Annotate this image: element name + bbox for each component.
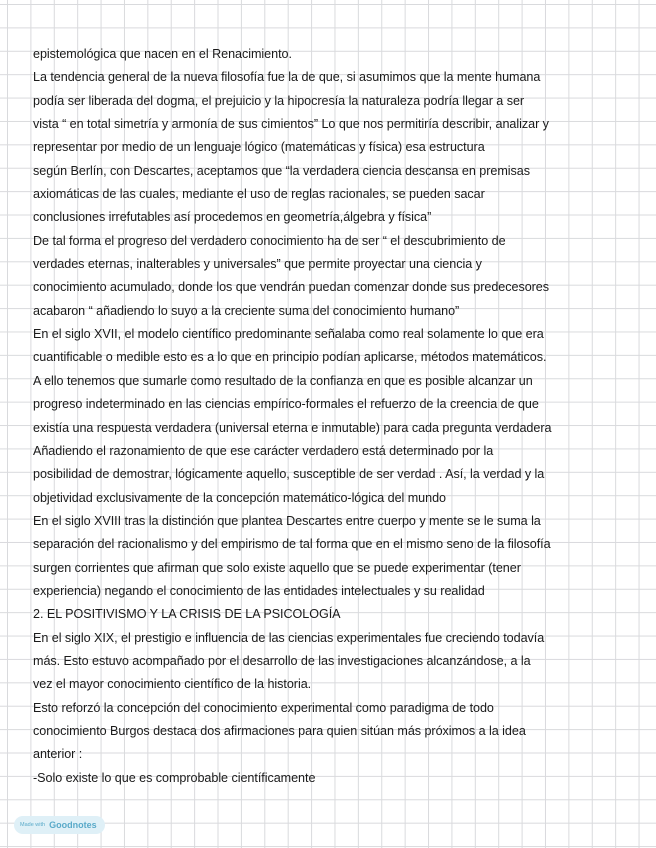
text-line: conocimiento Burgos destaca dos afirmaciones para quien sitúan más próximos a la idea (33, 723, 526, 738)
text-line: De tal forma el progreso del verdadero conocimiento ha de ser “ el descubrimiento de (33, 233, 506, 248)
badge-prefix: Made with (20, 822, 46, 828)
text-line: Esto reforzó la concepción del conocimiento experimental como paradigma de todo (33, 700, 494, 715)
text-line: epistemológica que nacen en el Renacimiento. (33, 47, 292, 61)
text-line: conclusiones irrefutables así procedemos en geometría,álgebra y física” (33, 210, 432, 225)
text-line: conocimiento acumulado, donde los que vendrán puedan comenzar donde sus predecesores (33, 280, 549, 295)
text-line: -Solo existe lo que es comprobable científicamente (33, 770, 316, 785)
text-line: podía ser liberada del dogma, el prejuicio y la hipocresía la naturaleza podría llegar a ser (33, 93, 525, 108)
text-line: La tendencia general de la nueva filosofía fue la de que, si asumimos que la mente humana (33, 70, 541, 85)
text-line: más. Esto estuvo acompañado por el desarrollo de las investigaciones alcanzándose, a la (33, 653, 531, 668)
text-line: progreso indeterminado en las ciencias empírico-formales el refuerzo de la creencia de que (33, 397, 539, 412)
goodnotes-badge[interactable] (14, 816, 105, 834)
text-line: A ello tenemos que sumarle como resultado de la confianza en que es posible alcanzar un (33, 373, 533, 388)
text-line: En el siglo XVII, el modelo científico predominante señalaba como real solamente lo que era (33, 327, 544, 342)
text-line: existía una respuesta verdadera (universal eterna e inmutable) para cada pregunta verdadera (33, 420, 552, 435)
text-line: En el siglo XVIII tras la distinción que plantea Descartes entre cuerpo y mente se le suma la (33, 513, 541, 528)
section-heading: 2. EL POSITIVISMO Y LA CRISIS DE LA PSICOLOGÍA (33, 607, 341, 622)
text-line: vista “ en total simetría y armonía de sus cimientos” Lo que nos permitiría describir, analizar y (33, 117, 549, 132)
text-line: posibilidad de demostrar, lógicamente aquello, susceptible de ser verdad . Así, la verdad y la (33, 467, 545, 482)
text-line: representar por medio de un lenguaje lógico (matemáticas y física) esa estructura (33, 140, 485, 155)
document-body (33, 43, 633, 790)
text-line: según Berlín, con Descartes, aceptamos que “la verdadera ciencia descansa en premisas (33, 163, 530, 178)
text-line: anterior : (33, 747, 83, 762)
badge-brand: Goodnotes (49, 820, 97, 830)
text-line: cuantificable o medible esto es a lo que en principio podían aplicarse, métodos matemáticos. (33, 350, 547, 365)
text-line: surgen corrientes que afirman que solo existe aquello que se puede experimentar (tener (33, 560, 521, 575)
text-line: verdades eternas, inalterables y universales” que permite proyectar una ciencia y (33, 257, 482, 272)
text-line: axiomáticas de las cuales, mediante el uso de reglas racionales, se pueden sacar (33, 187, 485, 202)
text-line: En el siglo XIX, el prestigio e influencia de las ciencias experimentales fue creciendo todavía (33, 630, 545, 645)
text-line: experiencia) negando el conocimiento de las entidades intelectuales y su realidad (33, 583, 485, 598)
text-line: vez el mayor conocimiento científico de la historia. (33, 677, 312, 692)
text-line: acabaron “ añadiendo lo suyo a la creciente suma del conocimiento humano” (33, 303, 460, 318)
text-line: separación del racionalismo y del empirismo de tal forma que en el mismo seno de la filosofía (33, 537, 551, 552)
text-line: Añadiendo el razonamiento de que ese carácter verdadero está determinado por la (33, 443, 494, 458)
text-line: objetividad exclusivamente de la concepción matemático-lógica del mundo (33, 490, 446, 505)
